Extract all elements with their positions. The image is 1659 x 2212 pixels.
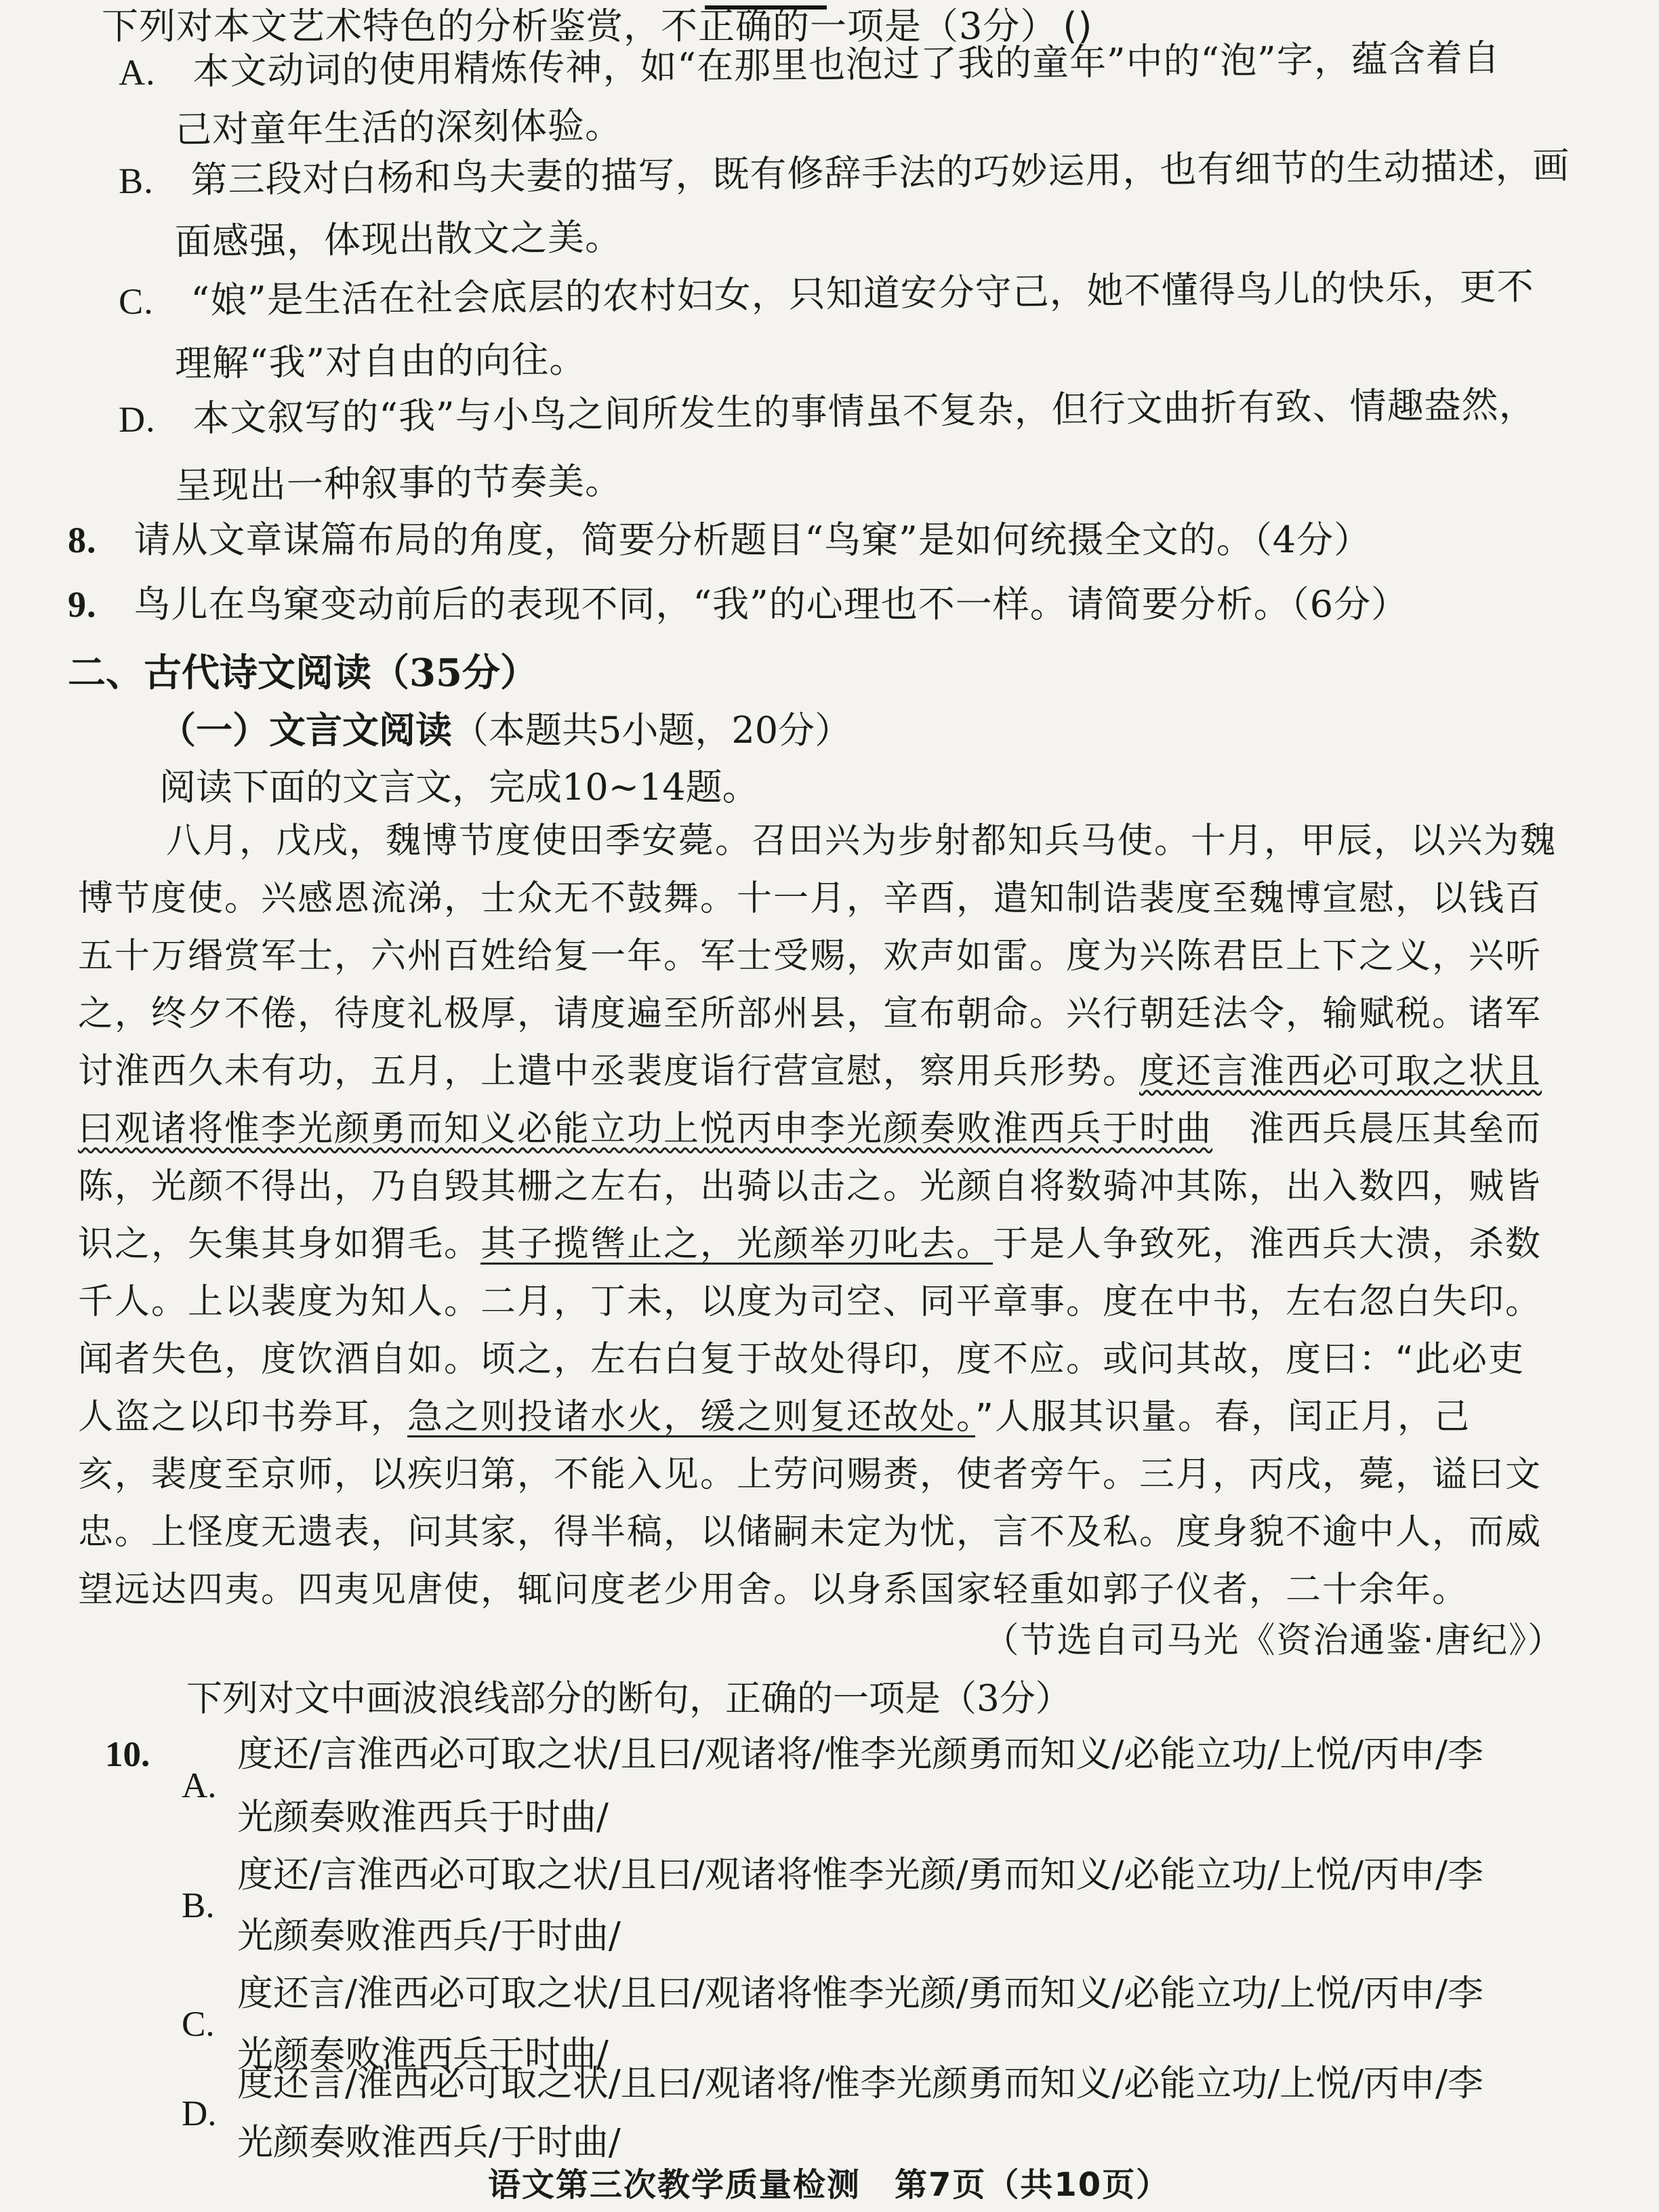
- q10-option-b-l1: 度还/言淮西必可取之状/且曰/观诸将惟李光颜/勇而知义/必能立功/上悦/丙申/李: [237, 1854, 1483, 1896]
- passage-line: 陈，光颜不得出，乃自毁其栅之左右，出骑以击之。光颜自将数骑冲其陈，出入数四，贼皆: [78, 1166, 1542, 1207]
- passage-line: 之，终夕不倦，待度礼极厚，请度遍至所部州县，宣布朝命。兴行朝廷法令，输赋税。诸军: [78, 994, 1542, 1034]
- option-letter: C.: [118, 281, 154, 322]
- passage-line: 闻者失色，度饮酒自如。顷之，左右白复于故处得印，度不应。或问其故，度曰：“此必吏: [78, 1339, 1525, 1380]
- wavy-underlined-text: 度还言淮西必可取之状且: [1139, 1051, 1542, 1092]
- option-letter: A.: [118, 52, 156, 93]
- section-heading: 二、古代诗文阅读（35分）: [68, 651, 538, 695]
- page-footer: 语文第三次教学质量检测 第7页（共10页）: [488, 2166, 1170, 2204]
- q10-option-c-l1: 度还言/淮西必可取之状/且曰/观诸将惟李光颜/勇而知义/必能立功/上悦/丙申/李: [237, 1973, 1483, 2014]
- q10-option-a-cont: 光颜奏败淮西兵于时曲/: [237, 1797, 609, 1838]
- q7-option-c: C. “娘”是生活在社会底层的农村妇女，只知道安分守己，她不懂得鸟儿的快乐，更不: [118, 265, 1534, 322]
- underlined-text: 急之则投诸水火，缓之则复还故处。: [407, 1397, 976, 1437]
- option-letter: C.: [182, 2005, 215, 2044]
- q7-option-b: B. 第三段对白杨和鸟夫妻的描写，既有修辞手法的巧妙运用，也有细节的生动描述，画: [118, 144, 1570, 201]
- q7-option-a-cont: 己对童年生活的深刻体验。: [174, 104, 623, 151]
- q7-stem: 下列对本文艺术特色的分析鉴赏，不正确的一项是（3分） (): [102, 5, 1093, 47]
- q7-option-b-cont: 面感强，体现出散文之美。: [174, 216, 623, 263]
- passage-line: 亥，裴度至京师，以疾归第，不能入见。上劳问赐赉，使者旁午。三月，丙戌，薨，谥曰文: [78, 1454, 1542, 1495]
- subsection-heading: （一）文言文阅读（本题共5小题，20分）: [159, 708, 852, 752]
- q7-option-d-cont: 呈现出一种叙事的节奏美。: [174, 459, 623, 507]
- option-letter: A.: [182, 1766, 217, 1805]
- handwritten-answer-mark: (): [1063, 5, 1093, 47]
- q10-option-c-l2: 光颜奏败淮西兵于时曲/: [237, 2034, 609, 2075]
- passage-line: 五十万缗赏军士，六州百姓给复一年。军士受赐，欢声如雷。度为兴陈君臣上下之义，兴听: [78, 936, 1542, 977]
- q10-option-d-l1: 度还言/淮西必可取之状/且曰/观诸将/惟李光颜勇而知义/必能立功/上悦/丙申/李: [237, 2063, 1483, 2104]
- passage-line: 识之，矢集其身如猬毛。其子揽辔止之，光颜举刃叱去。于是人争致死，淮西兵大溃，杀数: [78, 1224, 1542, 1265]
- option-letter: D.: [118, 398, 156, 440]
- q7-option-a: A. 本文动词的使用精炼传神，如“在那里也泡过了我的童年”中的“泡”字，蕴含着自: [118, 36, 1501, 93]
- q9: 9. 鸟儿在鸟窠变动前后的表现不同，“我”的心理也不一样。请简要分析。（6分）: [68, 583, 1409, 626]
- q7-option-d: D. 本文叙写的“我”与小鸟之间所发生的事情虽不复杂，但行文曲折有致、情趣盎然，: [118, 383, 1536, 440]
- q7-option-c-cont: 理解“我”对自由的向往。: [174, 337, 587, 385]
- passage-line: 千人。上以裴度为知人。二月，丁未，以度为司空、同平章事。度在中书，左右忽白失印。: [78, 1282, 1542, 1322]
- instruction: 阅读下面的文言文，完成10~14题。: [159, 766, 759, 808]
- underlined-text: 其子揽辔止之，光颜举刃叱去。: [480, 1224, 994, 1265]
- q10-option-d-l2: 光颜奏败淮西兵/于时曲/: [237, 2122, 621, 2163]
- passage-line: 望远达四夷。四夷见唐使，辄问度老少用舍。以身系国家轻重如郭子仪者，二十余年。: [78, 1570, 1469, 1610]
- option-letter: D.: [182, 2094, 217, 2133]
- q8: 8. 请从文章谋篇布局的角度，简要分析题目“鸟窠”是如何统摄全文的。（4分）: [68, 518, 1372, 561]
- q10-stem: 下列对文中画波浪线部分的断句，正确的一项是（3分）: [186, 1678, 1071, 1719]
- passage-line: 讨淮西久未有功，五月，上遣中丞裴度诣行营宣慰，察用兵形势。度还言淮西必可取之状且: [78, 1051, 1542, 1092]
- q10-option-a: 度还/言淮西必可取之状/且曰/观诸将/惟李光颜勇而知义/必能立功/上悦/丙申/李: [237, 1734, 1483, 1775]
- passage-line: 八月，戊戌，魏博节度使田季安薨。召田兴为步射都知兵马使。十月，甲辰，以兴为魏: [166, 821, 1557, 861]
- option-letter: B.: [182, 1886, 215, 1925]
- q10-number: 10.: [105, 1735, 150, 1774]
- passage-line: 忠。上怪度无遗表，问其家，得半稿，以储嗣未定为忧，言不及私。度身貌不逾中人，而威: [78, 1512, 1542, 1553]
- passage-line: 人盗之以印书券耳，急之则投诸水火，缓之则复还故处。”人服其识量。春，闰正月，己: [78, 1397, 1471, 1437]
- wavy-underlined-text: 曰观诸将惟李光颜勇而知义必能立功上悦丙申李光颜奏败淮西兵于时曲: [78, 1109, 1213, 1149]
- passage-line: 曰观诸将惟李光颜勇而知义必能立功上悦丙申李光颜奏败淮西兵于时曲 淮西兵晨压其垒而: [78, 1109, 1542, 1149]
- q10-option-b-l2: 光颜奏败淮西兵/于时曲/: [237, 1915, 621, 1957]
- passage-line: 博节度使。兴感恩流涕，士众无不鼓舞。十一月，辛酉，遣知制诰裴度至魏博宣慰，以钱百: [78, 878, 1542, 919]
- option-letter: B.: [118, 160, 154, 201]
- passage-source: （节选自司马光《资治通鉴·唐纪》）: [983, 1620, 1564, 1661]
